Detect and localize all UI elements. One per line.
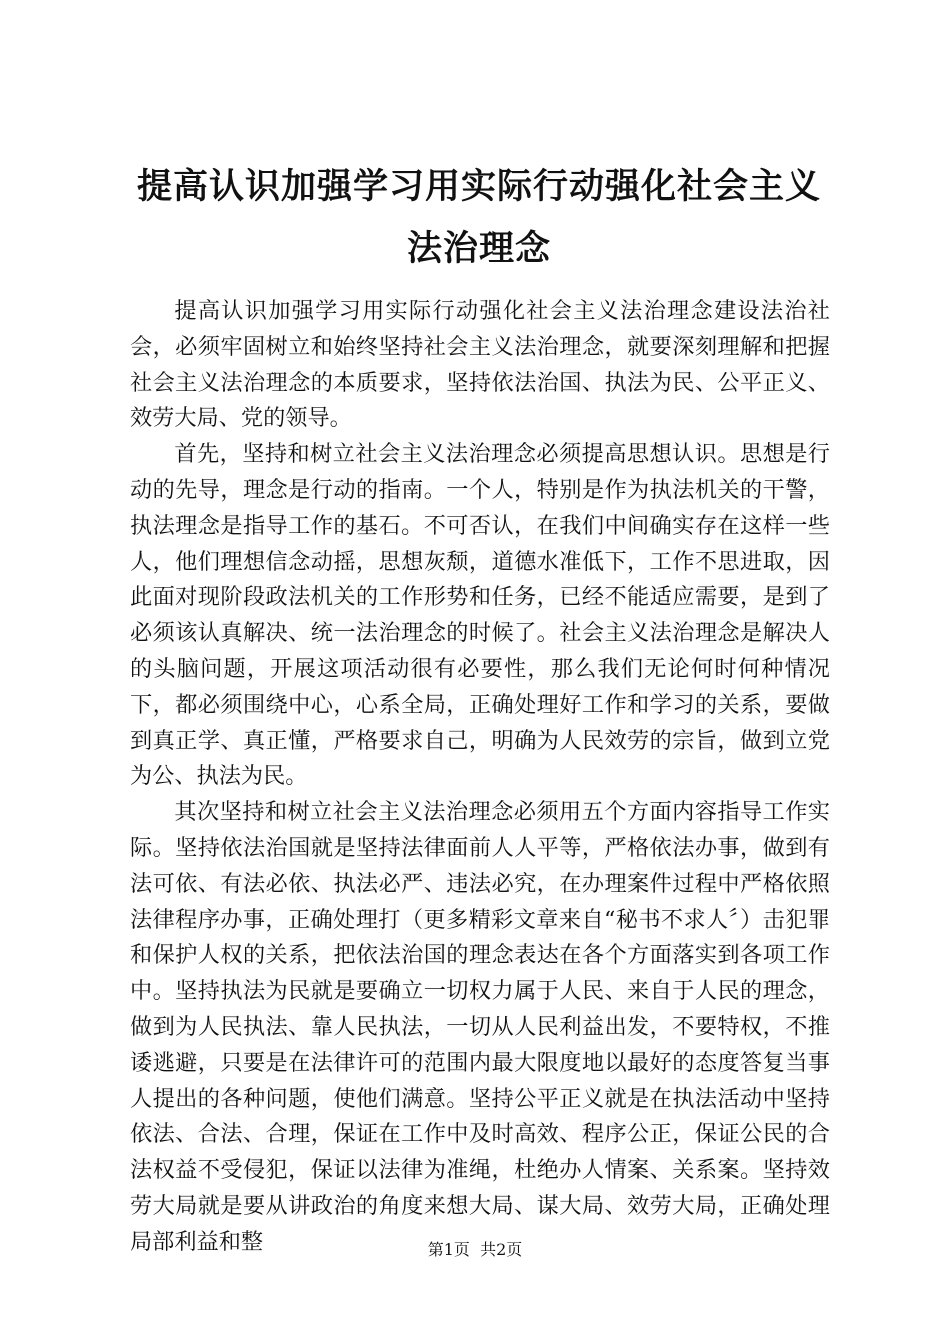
document-title: 提高认识加强学习用实际行动强化社会主义法治理念 xyxy=(136,166,821,269)
paragraph-intro: 提高认识加强学习用实际行动强化社会主义法治理念建设法治社会，必须牢固树立和始终坚持社会主义法治理念，就要深刻理解和把握社会主义法治理念的本质要求，坚持依法治国、执法为民、公平正义、效劳大局、党的领导。 xyxy=(130,298,830,432)
page-number: 第1页 xyxy=(427,1240,470,1259)
page-footer xyxy=(0,1240,950,1260)
page-total: 共2页 xyxy=(480,1240,523,1259)
paragraph-second-point: 其次坚持和树立社会主义法治理念必须用五个方面内容指导工作实际。坚持依法治国就是坚持法律面前人人平等，严格依法办事，做到有法可依、有法必依、执法必严、违法必究，在办理案件过程中严格依照法律程序办事，正确处理打（更多精彩文章来自“秘书不求人〞）击犯罪和保护人权的关系，把依法治国的理念表达在各个方面落实到各项工作中。坚持执法为民就是要确立一切权力属于人民、来自于人民的理念，做到为人民执法、靠人民执法，一切从人民利益出发，不要特权，不推诿逃避，只要是在法律许可的范围内最大限度地以最好的态度答复当事人提出的各种问题，使他们满意。坚持公平正义就是在执法活动中坚持依法、合法、合理，保证在工作中及时高效、程序公正，保证公民的合法权益不受侵犯，保证以法律为准绳，杜绝办人情案、关系案。坚持效劳大局就是要从讲政治的角度来想大局、谋大局、效劳大局，正确处理局部利益和整 xyxy=(130,799,830,1255)
document-body xyxy=(130,294,830,1261)
paragraph-first-point: 首先，坚持和树立社会主义法治理念必须提高思想认识。思想是行动的先导，理念是行动的指南。一个人，特别是作为执法机关的干警，执法理念是指导工作的基石。不可否认，在我们中间确实存在这样一些人，他们理想信念动摇，思想灰颓，道德水准低下，工作不思进取，因此面对现阶段政法机关的工作形势和任务，已经不能适应需要，是到了必须该认真解决、统一法治理念的时候了。社会主义法治理念是解决人的头脑问题，开展这项活动很有必要性，那么我们无论何时何种情况下，都必须围绕中心，心系全局，正确处理好工作和学习的关系，要做到真正学、真正懂，严格要求自己，明确为人民效劳的宗旨，做到立党为公、执法为民。 xyxy=(130,441,830,790)
